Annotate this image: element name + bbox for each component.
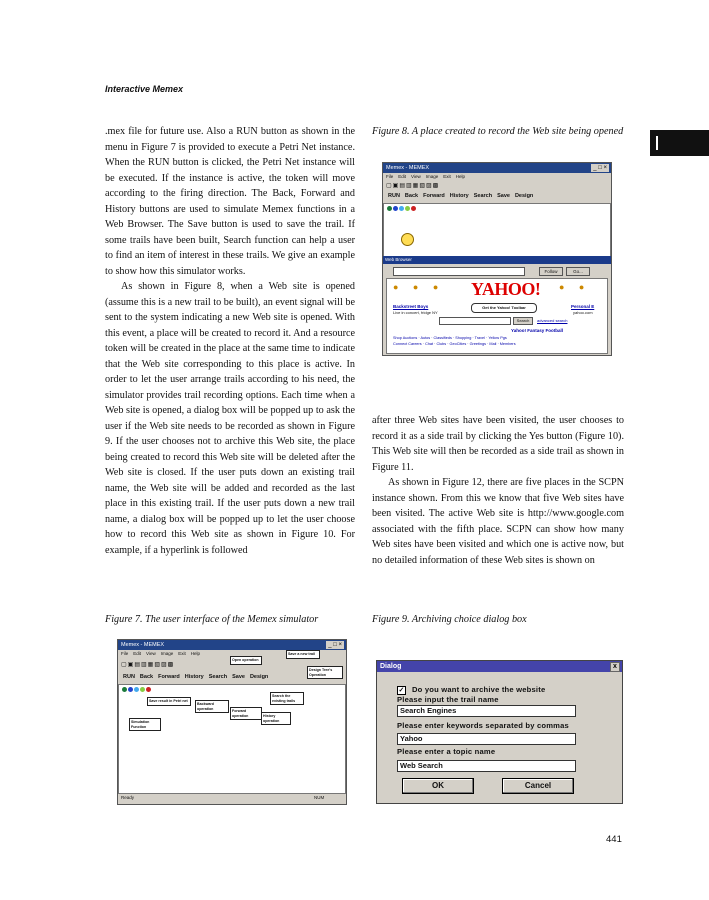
backstreet-sub: Live in concert, fridge NY <box>393 310 438 315</box>
status-left: Ready <box>121 795 135 800</box>
yahoo-nav-icons-right: ● ● <box>559 282 591 292</box>
browser-address-row <box>383 264 611 278</box>
status-bar <box>118 793 346 803</box>
trail-name-input[interactable]: Search Engines <box>397 705 576 717</box>
keywords-input[interactable]: Yahoo <box>397 733 576 745</box>
page-number: 441 <box>606 834 622 845</box>
topic-input[interactable]: Web Search <box>397 760 576 772</box>
archive-checkbox[interactable]: ✓ <box>398 686 405 694</box>
callout-design: Design Tree's Operation <box>307 666 343 679</box>
design-button[interactable]: Design <box>249 674 269 680</box>
menu-item[interactable]: Help <box>190 651 201 656</box>
follow-button[interactable]: Follow <box>539 267 563 276</box>
back-button[interactable]: Back <box>404 193 419 199</box>
figure-8-memex-window <box>382 162 612 356</box>
paragraph: after three Web sites have been visited, the user chooses to record it as a side trail by clicking the Yes button (Figure 10). This Web site will then be recorded as a side trail as shown in Figure 11. <box>372 415 624 473</box>
figure-8-caption: Figure 8. A place created to record the Web site being opened <box>372 126 624 137</box>
fantasy-football-link[interactable]: Yahoo! Fantasy Football <box>511 328 564 333</box>
figure-7-titlebar <box>118 640 346 650</box>
menu-item[interactable]: Image <box>160 651 174 656</box>
callout-backward: Backward operation <box>195 700 229 713</box>
window-title: Memex - MEMEX <box>121 642 165 648</box>
design-button[interactable]: Design <box>514 193 534 199</box>
figure-8-titlebar <box>383 163 611 173</box>
menu-item[interactable]: File <box>121 651 129 656</box>
yahoo-search-input[interactable] <box>439 317 511 325</box>
history-button[interactable]: History <box>184 674 204 680</box>
run-button[interactable]: RUN <box>123 674 135 680</box>
search-button[interactable]: Search <box>208 674 228 680</box>
shop-row[interactable]: Shop Auctions · Autos · Classifieds · Shopping · Travel · Yellow Pgs <box>393 336 507 340</box>
callout-open: Open operation <box>230 656 262 665</box>
back-button[interactable]: Back <box>139 674 154 680</box>
cancel-button[interactable]: Cancel <box>502 778 574 794</box>
personal-link[interactable]: Personal E <box>571 304 595 309</box>
menu-item[interactable]: View <box>146 651 156 656</box>
menu-item[interactable]: Image <box>425 174 439 179</box>
yahoo-toolbar-badge[interactable]: Get the Yahoo! Toolbar <box>471 303 537 313</box>
paragraph: As shown in Figure 12, there are five places in the SCPN instance shown. From this we know that five Web sites have been visited. The active Web site is http://www.google.com associated with the fifth place. SCPN can show how many Web sites have been visited and which one is active now, but no detailed information of these Web sites is shown on <box>372 477 624 566</box>
figure-7-memex-window <box>117 639 347 805</box>
callout-search: Search the existing trails <box>270 692 304 705</box>
menu-item[interactable]: Edit <box>133 651 142 656</box>
dialog-title: Dialog <box>380 663 402 670</box>
chapter-tab <box>650 130 709 156</box>
browser-page[interactable] <box>386 278 608 354</box>
palette-icons[interactable] <box>387 206 417 213</box>
ok-button[interactable]: OK <box>402 778 474 794</box>
toolbar-icons[interactable]: ▢▣▤▥▦▧▨▩ <box>386 183 440 189</box>
yahoo-logo[interactable]: YAHOO! <box>471 279 541 299</box>
callout-simulation: Simulation Function <box>129 718 161 731</box>
menu-item[interactable]: Exit <box>443 174 451 179</box>
browser-title: Web Browser <box>385 257 412 262</box>
figure-8-menubar <box>383 173 611 181</box>
personal-sub: yahoo.com <box>573 310 593 315</box>
backstreet-boys-link[interactable]: Backstreet Boys <box>393 304 429 309</box>
archive-checkbox-row[interactable] <box>397 685 545 695</box>
callout-save-result: Save result in Petri net <box>147 697 191 706</box>
callout-forward: Forward operation <box>230 707 262 720</box>
paragraph: .mex file for future use. Also a RUN button as shown in the menu in Figure 7 is provided to execute a Petri Net instance. When the RUN button is clicked, the Petri Net instance will be executed. If the instance is active, the token will move according to the firing direction. The Back, Forward and History buttons are used to simulate Memex functions in a Web Browser. The Save button is used to save the trail. If some trails have been built, Search function can help a user to find an item of interest in these trails. We give an example to show how this simulator works. <box>105 126 355 277</box>
window-controls[interactable]: _ □ × <box>593 165 607 171</box>
palette-icons[interactable] <box>122 687 152 694</box>
menu-item[interactable]: Edit <box>398 174 407 179</box>
history-button[interactable]: History <box>449 193 469 199</box>
menu-item[interactable]: Exit <box>178 651 186 656</box>
toolbar-icons[interactable]: ▢▣▤▥▦▧▨▩ <box>121 662 175 668</box>
keywords-label: Please enter keywords separated by commas <box>397 721 569 730</box>
browser-titlebar <box>383 256 612 264</box>
right-column <box>372 413 624 568</box>
advanced-search-link[interactable]: advanced search <box>537 318 568 323</box>
place-icon[interactable] <box>401 233 414 246</box>
window-title: Memex - MEMEX <box>386 165 430 171</box>
archive-checkbox-label: Do you want to archive the website <box>412 685 546 694</box>
trail-name-label: Please input the trail name <box>397 695 499 704</box>
run-button[interactable]: RUN <box>388 193 400 199</box>
status-right: NUM <box>314 795 325 800</box>
search-button[interactable]: Search <box>473 193 493 199</box>
figure-9-caption: Figure 9. Archiving choice dialog box <box>372 614 527 625</box>
figure-8-button-row <box>383 191 611 202</box>
paragraph: As shown in Figure 8, when a Web site is opened (assume this is a new trail to be built), an event signal will be sent to the system indicating a new Web site is opened. With this event, a place will be created to record it. And a resource token will be created in the place at the same time to indicate that the Web site corresponding to this place is active. In order to let the user arrange trails according to his need, the simulator provides trail recording options. Each time when a Web site is opened, a dialog box will be popped up to ask the user if the Web site needs to be recorded as shown in Figure 9. If the user chooses not to archive this Web site, the place being created to record this Web site will be deleted after the Web site is closed. If the user puts down an existing trail name, the Web site will be added and recorded as the last place in this existing trail. If the user puts down a new trail name, a dialog box will be popped up to let the user choose how to record this Web site as shown in Figure 10. For example, if a hyperlink is followed <box>105 281 355 556</box>
left-column <box>105 124 355 558</box>
petri-net-canvas[interactable] <box>383 203 611 257</box>
yahoo-nav-icons: ● ● ● <box>393 282 445 292</box>
menu-item[interactable]: View <box>411 174 421 179</box>
go-button[interactable]: Go... <box>566 267 590 276</box>
save-button[interactable]: Save <box>497 193 510 199</box>
connect-row[interactable]: Connect Careers · Chat · Clubs · GeoCities · Greetings · Mail · Members <box>393 342 516 346</box>
menu-item[interactable]: Help <box>455 174 466 179</box>
figure-7-caption: Figure 7. The user interface of the Memex simulator <box>105 614 319 625</box>
dialog-titlebar <box>377 661 622 672</box>
save-button[interactable]: Save <box>232 674 245 680</box>
close-icon[interactable]: x <box>610 662 620 672</box>
figure-9-dialog <box>376 660 623 804</box>
forward-button[interactable]: Forward <box>158 674 180 680</box>
menu-item[interactable]: File <box>386 174 394 179</box>
yahoo-search-button[interactable]: Search <box>513 317 533 325</box>
address-input[interactable] <box>393 267 525 276</box>
callout-history: History operation <box>261 712 291 725</box>
callout-save-trail: Save a new trail <box>286 650 320 659</box>
forward-button[interactable]: Forward <box>423 193 445 199</box>
running-head: Interactive Memex <box>105 84 184 94</box>
window-controls[interactable]: _ □ × <box>328 642 342 648</box>
topic-label: Please enter a topic name <box>397 747 496 756</box>
